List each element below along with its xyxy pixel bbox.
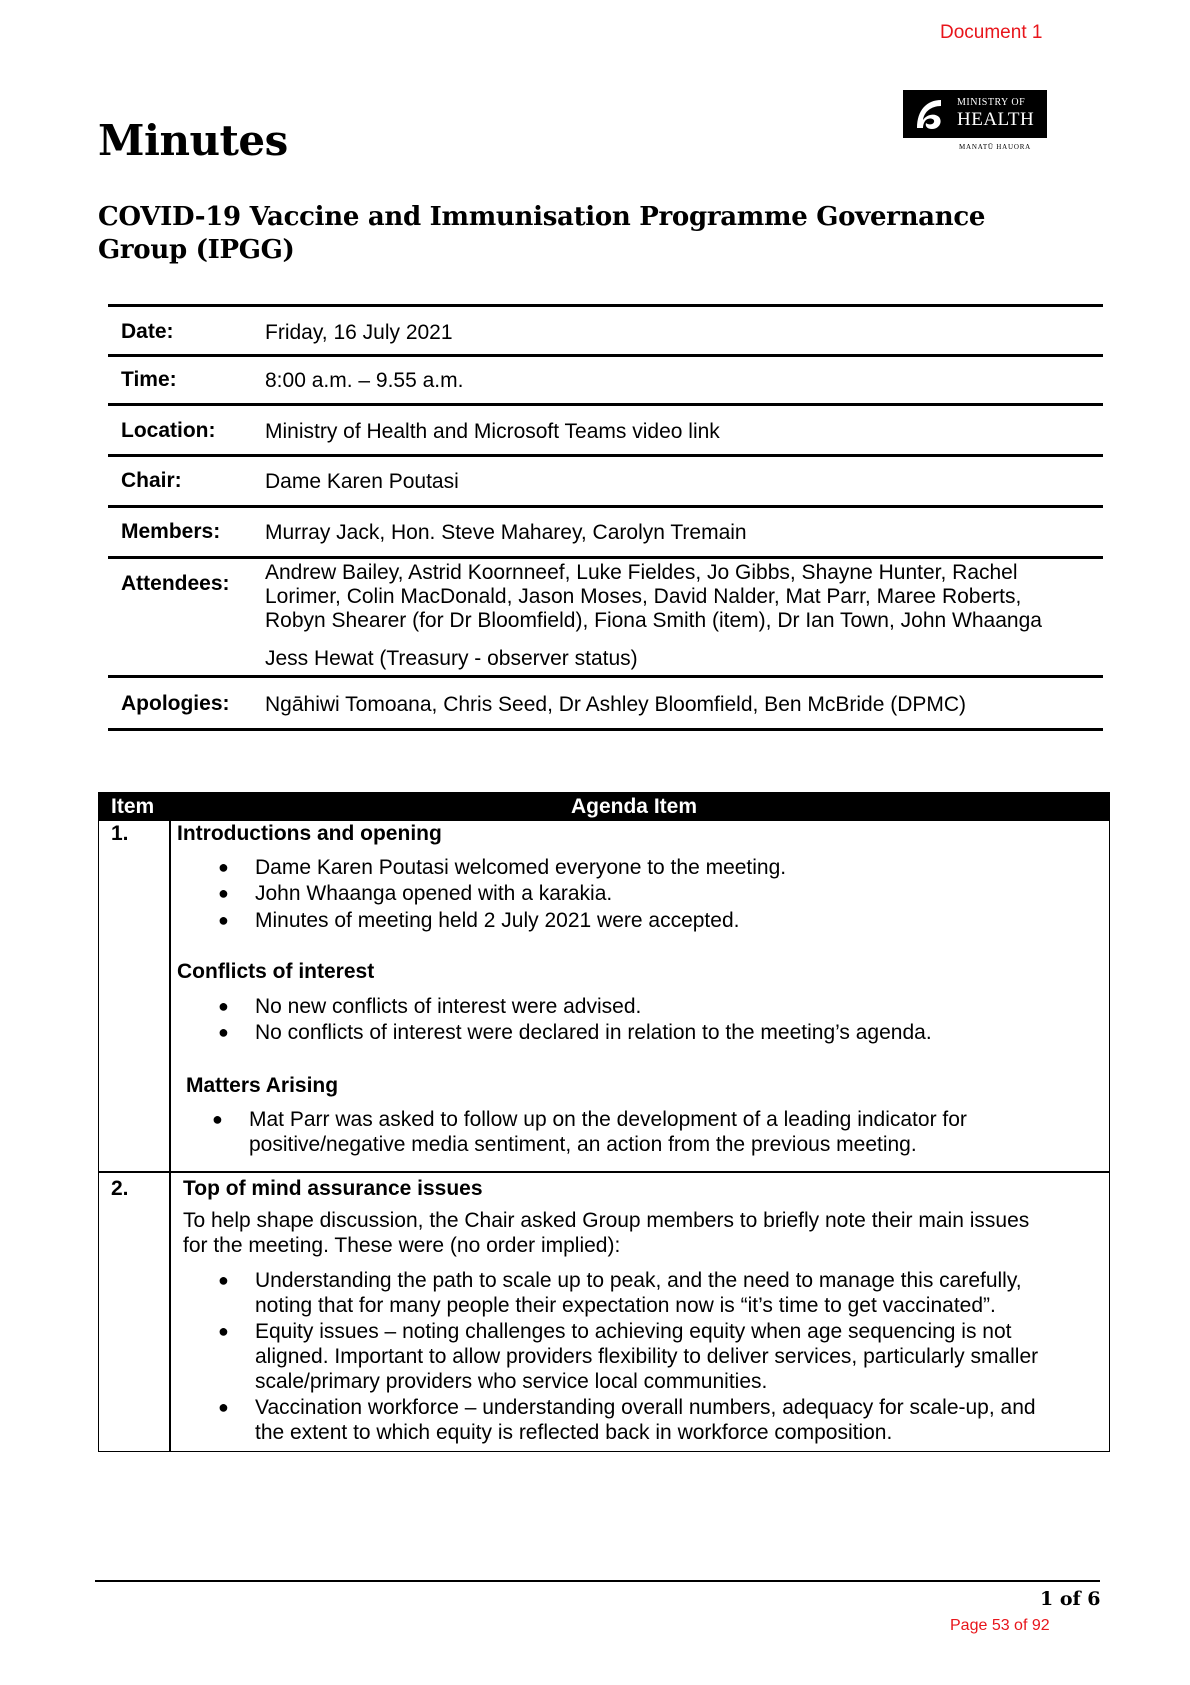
item-2-bullet-2-line-3: scale/primary providers who service local communities.	[255, 1370, 768, 1393]
item-1-bullet: Dame Karen Poutasi welcomed everyone to the meeting.	[255, 856, 787, 879]
attendees-line-3: Robyn Shearer (for Dr Bloomfield), Fiona Smith (item), Dr Ian Town, John Whaanga	[265, 609, 1042, 632]
item-2-bullet-2-line-2: aligned. Important to allow providers flexibility to deliver services, particularly smaller	[255, 1345, 1039, 1368]
location-label: Location:	[121, 419, 216, 442]
item-1-number: 1.	[111, 822, 129, 845]
logo-box	[903, 90, 1047, 138]
row-divider	[99, 1171, 1109, 1173]
chair-value: Dame Karen Poutasi	[265, 470, 459, 493]
attendees-line-1: Andrew Bailey, Astrid Koornneef, Luke Fieldes, Jo Gibbs, Shayne Hunter, Rachel	[265, 561, 1018, 584]
logo-line-2: HEALTH	[957, 109, 1035, 130]
conflicts-bullet: No conflicts of interest were declared in relation to the meeting’s agenda.	[255, 1021, 932, 1044]
time-row	[108, 357, 1103, 406]
date-row	[108, 307, 1103, 357]
bullet-icon: ●	[218, 996, 229, 1016]
bullet-icon: ●	[218, 910, 229, 930]
logo-line-1: MINISTRY OF	[957, 97, 1026, 108]
col-header-agenda-item: Agenda Item	[570, 795, 698, 818]
footer-divider	[95, 1580, 1100, 1582]
column-divider	[169, 821, 171, 1451]
agenda-table	[98, 792, 1110, 1452]
page-stamp: Page 53 of 92	[950, 1617, 1050, 1634]
date-value: Friday, 16 July 2021	[265, 321, 453, 344]
item-2-number: 2.	[111, 1177, 129, 1200]
location-value: Ministry of Health and Microsoft Teams video link	[265, 420, 720, 443]
page-number: 1 of 6	[1040, 1588, 1101, 1610]
date-label: Date:	[121, 320, 174, 343]
chair-row	[108, 457, 1103, 508]
bullet-icon: ●	[218, 1397, 229, 1417]
agenda-header-row	[99, 793, 1109, 821]
bullet-icon: ●	[218, 857, 229, 877]
meeting-details	[108, 304, 1103, 731]
attendees-line-2: Lorimer, Colin MacDonald, Jason Moses, David Nalder, Mat Parr, Maree Roberts,	[265, 585, 1022, 608]
time-label: Time:	[121, 368, 177, 391]
item-2-bullet-1-line-1: Understanding the path to scale up to peak, and the need to manage this carefully,	[255, 1269, 1022, 1292]
apologies-label: Apologies:	[121, 692, 230, 715]
time-value: 8:00 a.m. – 9.55 a.m.	[265, 369, 464, 392]
page-subtitle: COVID-19 Vaccine and Immunisation Programme Governance Group (IPGG)	[98, 202, 986, 265]
bullet-icon: ●	[218, 1022, 229, 1042]
item-2-intro-line-2: for the meeting. These were (no order implied):	[183, 1234, 621, 1257]
bullet-icon: ●	[218, 883, 229, 903]
apologies-row	[108, 678, 1103, 731]
page-title: Minutes	[98, 116, 288, 165]
item-2-bullet-3-line-1: Vaccination workforce – understanding overall numbers, adequacy for scale-up, and	[255, 1396, 1036, 1419]
item-2-intro-line-1: To help shape discussion, the Chair asked Group members to briefly note their main issues	[183, 1209, 1030, 1232]
item-2-heading: Top of mind assurance issues	[183, 1177, 483, 1200]
item-2-bullet-1-line-2: noting that for many people their expectation now is “it’s time to get vaccinated”.	[255, 1294, 996, 1317]
attendees-observer: Jess Hewat (Treasury - observer status)	[265, 647, 638, 670]
item-2-bullet-3-line-2: the extent to which equity is reflected back in workforce composition.	[255, 1421, 893, 1444]
bullet-icon: ●	[218, 1270, 229, 1290]
attendees-label: Attendees:	[121, 572, 230, 595]
members-row	[108, 508, 1103, 559]
item-1-bullet: John Whaanga opened with a karakia.	[255, 882, 613, 905]
members-value: Murray Jack, Hon. Steve Maharey, Carolyn Tremain	[265, 521, 747, 544]
ministry-of-health-logo	[903, 90, 1047, 154]
attendees-row	[108, 559, 1103, 678]
chair-label: Chair:	[121, 469, 182, 492]
matters-line-2: positive/negative media sentiment, an action from the previous meeting.	[249, 1133, 917, 1156]
conflicts-bullet: No new conflicts of interest were advised.	[255, 995, 642, 1018]
matters-line-1: Mat Parr was asked to follow up on the development of a leading indicator for	[249, 1108, 967, 1131]
members-label: Members:	[121, 520, 221, 543]
bullet-icon: ●	[212, 1109, 223, 1129]
item-2-bullet-2-line-1: Equity issues – noting challenges to achieving equity when age sequencing is not	[255, 1320, 1012, 1343]
koru-icon	[911, 96, 951, 132]
apologies-value: Ngāhiwi Tomoana, Chris Seed, Dr Ashley Bloomfield, Ben McBride (DPMC)	[265, 693, 967, 716]
bullet-icon: ●	[218, 1321, 229, 1341]
col-header-item: Item	[111, 795, 155, 818]
conflicts-heading: Conflicts of interest	[177, 960, 375, 983]
document-label: Document 1	[940, 22, 1043, 43]
matters-arising-heading: Matters Arising	[186, 1074, 339, 1097]
logo-subline: MANATŪ HAUORA	[959, 143, 1032, 151]
item-1-bullet: Minutes of meeting held 2 July 2021 were accepted.	[255, 909, 740, 932]
item-1-heading: Introductions and opening	[177, 822, 442, 845]
location-row	[108, 406, 1103, 457]
